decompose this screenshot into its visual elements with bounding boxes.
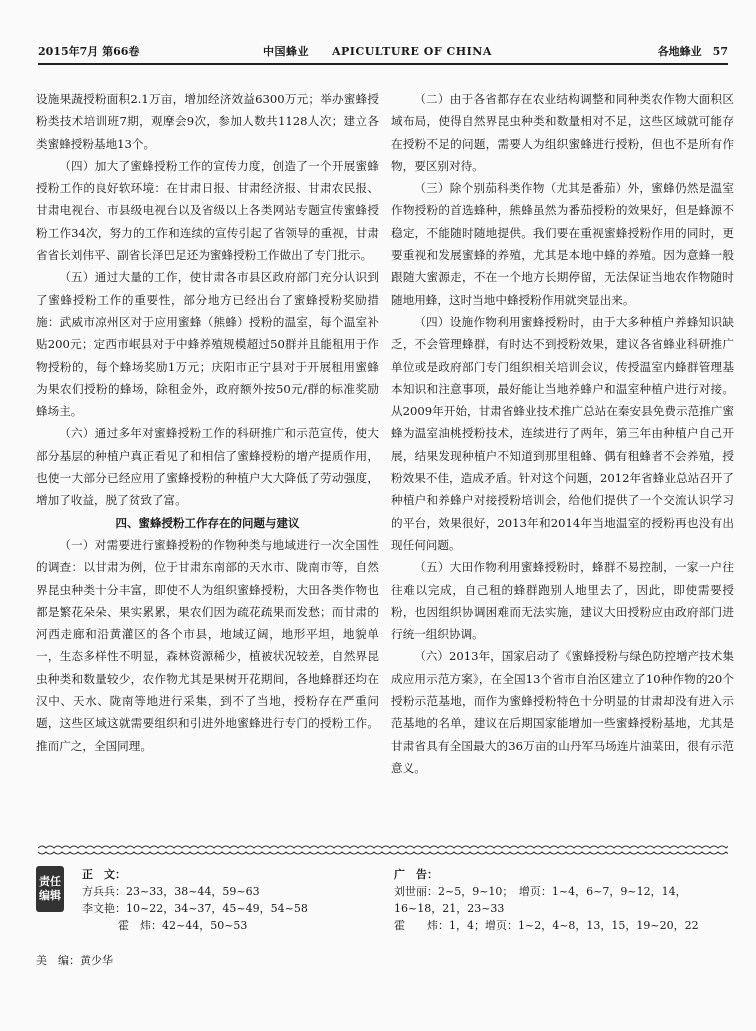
editor-badge: 责任 编辑 <box>36 866 64 912</box>
guanggao-title: 广 告： <box>394 868 438 881</box>
issue-info: 2015年7月 第66卷 <box>38 45 140 58</box>
wavy-divider <box>38 844 728 856</box>
header-rule <box>38 63 728 65</box>
editor-line: 刘世丽：2~5，9~10； 增页：1~4，6~7，9~12，14，16~18，21，23~33 <box>394 885 687 915</box>
paragraph: （四）设施作物利用蜜蜂授粉时，由于大多种植户养蜂知识缺乏，不会管理蜂群，有时达不到授粉效果，建议各省蜂业科研推广单位或是政府部门专门组织相关培训会议，传授温室内蜂群管理基本知识和注意事项，最好能让当地养蜂户和温室种植户进行对接。从2009年开始，甘肃省蜂业技术推广总站在秦安县免费示范推广蜜蜂为温室油桃授粉技术，连续进行了两年，第三年由种植户自己开展，结果发现种植户不知道到那里租蜂、偶有租蜂者不会养殖，授粉效果不佳，造成矛盾。针对这个问题，2012年省蜂业总站召开了种植户和养蜂户对接授粉培训会，给他们提供了一个交流认识学习的平台，效果很好，2013年和2014年当地温室的授粉再也没有出现任何问题。 <box>391 314 734 552</box>
paragraph: （五）大田作物利用蜜蜂授粉时，蜂群不易控制，一家一户往往难以完成，自己租的蜂群跑别人地里去了，因此，即使需要授粉，也因组织协调困难而无法实施，建议大田授粉应由政府部门进行统一组织协调。 <box>391 560 734 642</box>
paragraph: （六）通过多年对蜜蜂授粉工作的科研推广和示范宣传，使大部分基层的种植户真正看见了和相信了蜜蜂授粉的增产提质作用，也使一大部分已经应用了蜜蜂授粉的种植户大大降低了劳动强度，增加了收益，脱了贫致了富。 <box>36 426 379 508</box>
section-heading: 四、蜜蜂授粉工作存在的问题与建议 <box>115 515 300 530</box>
right-column <box>391 88 734 779</box>
editor-line: 霍 炜：42~44，50~53 <box>118 919 248 932</box>
paragraph: （一）对需要进行蜜蜂授粉的作物种类与地域进行一次全国性的调查：以甘肃为例，位于甘肃东南部的天水市、陇南市等，自然界昆虫种类十分丰富，即使不人为组织蜜蜂授粉，大田各类作物也都是繁花朵朵、果实累累，果农们因为疏花疏果而发愁；而甘肃的河西走廊和沿黄灌区的各个市县，地域辽阔，地形平坦，地貌单一，生态多样性不明显，森林资源稀少，植被状况较差，自然界昆虫种类和数量较少，农作物尤其是果树开花期间，各地蜂群还均在汉中、天水、陇南等地进行采集，到不了当地，授粉存在严重问题，这些区域这就需要组织和引进外地蜜蜂进行专门的授粉工作。推而广之，全国同理。 <box>36 537 379 753</box>
paragraph: （六）2013年，国家启动了《蜜蜂授粉与绿色防控增产技术集成应用示范方案》，在全国13个省市自治区建立了10种作物的20个授粉示范基地，而作为蜜蜂授粉特色十分明显的甘肃却没有进入示范基地的名单，建议在后期国家能增加一些蜜蜂授粉基地，尤其是甘肃省具有全国最大的36万亩的山丹军马场连片油菜田，很有示范意义。 <box>391 649 734 775</box>
paragraph: （五）通过大量的工作，使甘肃各市县区政府部门充分认识到了蜜蜂授粉工作的重要性，部分地方已经出台了蜜蜂授粉奖励措施：武威市凉州区对于应用蜜蜂（熊蜂）授粉的温室，每个温室补贴200元；定西市岷县对于中蜂养殖规模超过50群并且能租用于作物授粉的，每个蜂场奖励1万元；庆阳市正宁县对于开展租用蜜蜂为果农们授粉的蜂场，除租金外，政府额外按50元/群的标准奖励蜂场主。 <box>36 270 379 419</box>
journal-name: 中国蜂业 APICULTURE OF CHINA <box>263 45 492 58</box>
art-editor: 美 编：黄少华 <box>36 954 113 967</box>
zhengwen-title: 正 文： <box>82 868 126 881</box>
paragraph: 设施果蔬授粉面积2.1万亩，增加经济效益6300万元；举办蜜蜂授粉类技术培训班7期，观摩会9次，参加人数共1128人次；建立各类蜜蜂授粉基地13个。 <box>36 92 379 151</box>
section-page: 各地蜂业 57 <box>657 45 728 58</box>
ad-editors <box>394 866 714 934</box>
left-column <box>36 88 379 757</box>
editor-line: 霍 炜：1，4；增页：1~2，4~8，13，15，19~20，22 <box>394 919 699 932</box>
paragraph: （四）加大了蜜蜂授粉工作的宣传力度，创造了一个开展蜜蜂授粉工作的良好软环境：在甘肃日报、甘肃经济报、甘肃农民报、甘肃电视台、市县级电视台以及省级以上各类网站专题宣传蜜蜂授粉工作34次，努力的工作和连续的宣传引起了省领导的重视，甘肃省省长刘伟平、副省长泽巴足还为蜜蜂授粉工作做出了专门批示。 <box>36 158 379 263</box>
running-header <box>38 42 728 62</box>
editor-line: 方兵兵：23~33，38~44，59~63 <box>82 885 260 898</box>
paragraph: （二）由于各省都存在农业结构调整和同种类农作物大面积区域布局，使得自然界昆虫种类和数量相对不足，这些区域就可能存在授粉不足的问题，需要人为组织蜜蜂进行授粉，但也不是所有作物，要区别对待。 <box>391 92 734 173</box>
editor-line: 李文艳：10~22，34~37，45~49，54~58 <box>82 902 308 915</box>
text-editors <box>70 866 308 934</box>
paragraph: （三）除个别茄科类作物（尤其是番茄）外，蜜蜂仍然是温室作物授粉的首选蜂种，熊蜂虽然为番茄授粉的效果好，但是蜂源不稳定，不能随时随地提供。我们要在重视蜜蜂授粉作用的同时，更要重视和发展蜜蜂的养殖，尤其是本地中蜂的养殖。因为意蜂一般跟随大蜜源走，不在一个地方长期停留，无法保证当地农作物随时随地用蜂，这时当地中蜂授粉作用就突显出来。 <box>391 181 734 307</box>
